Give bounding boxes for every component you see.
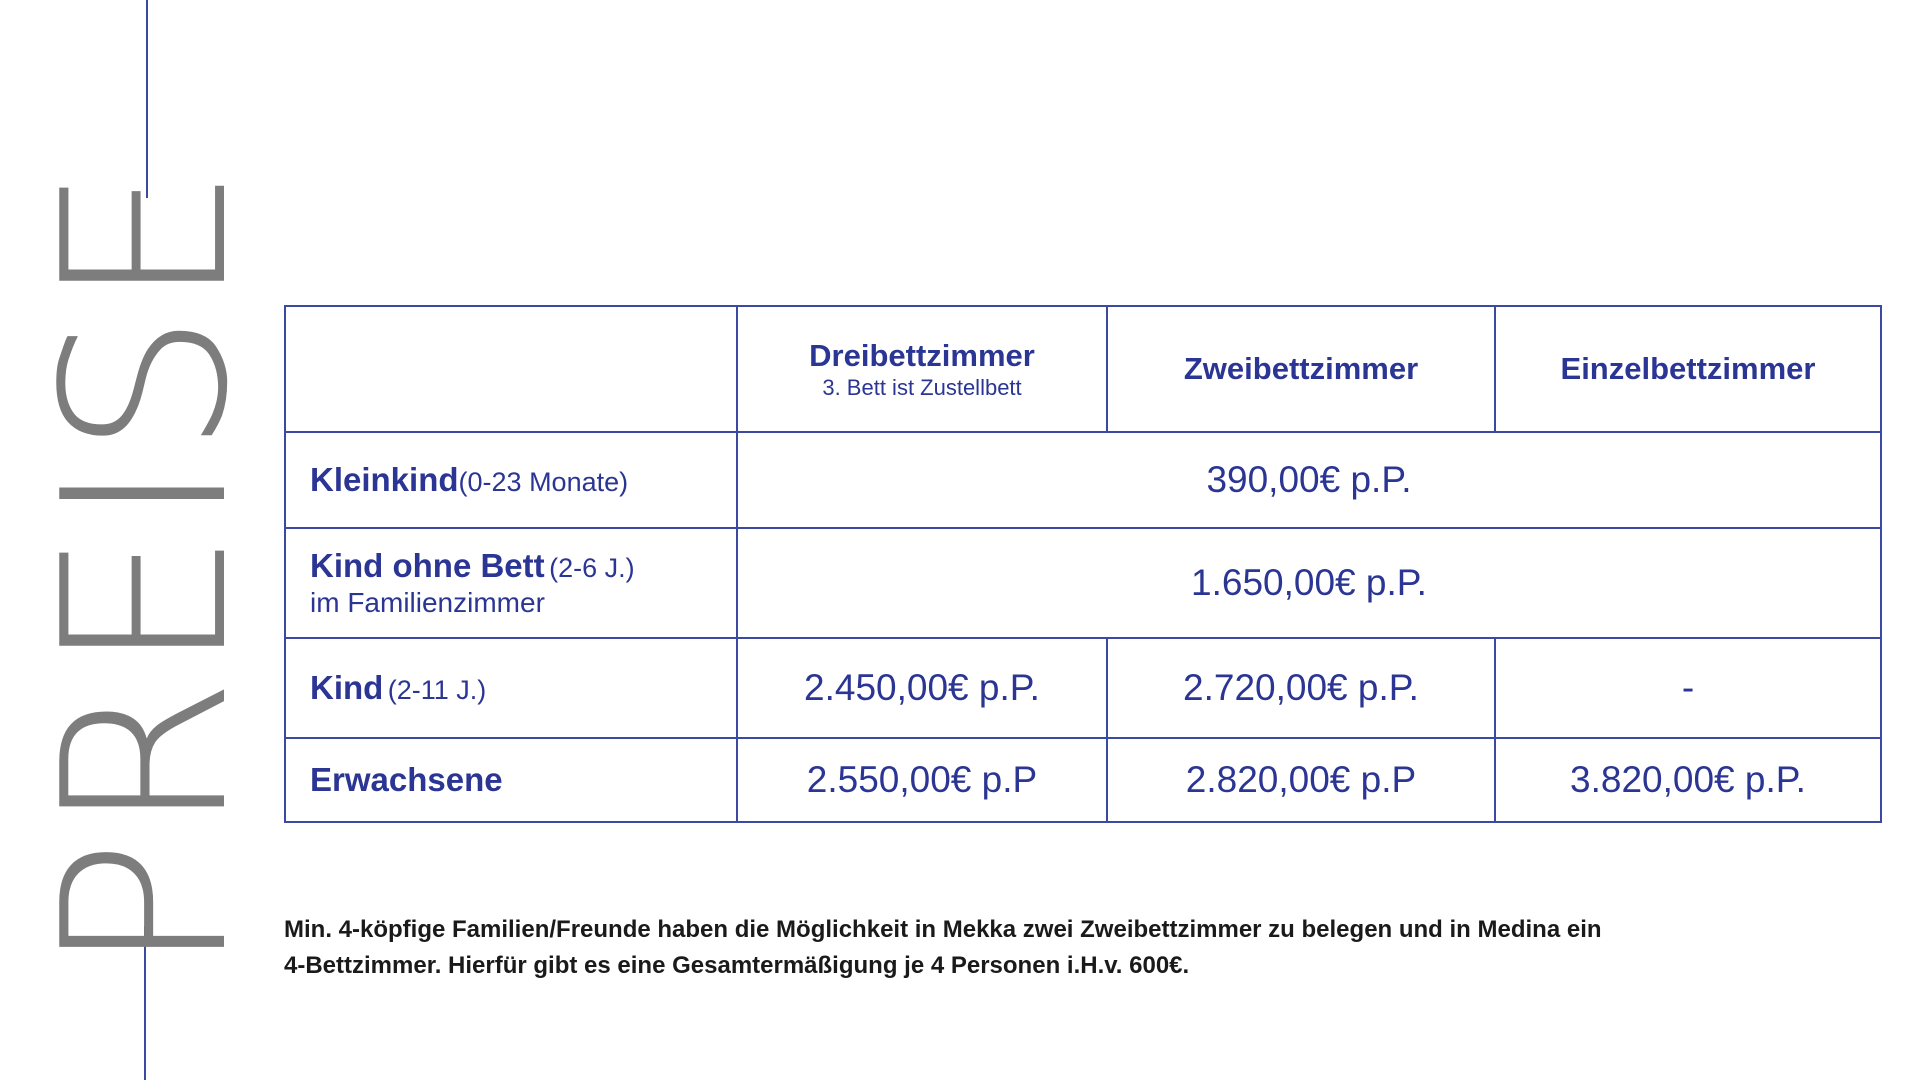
page-title: PREISE	[15, 161, 278, 975]
table-row	[285, 638, 1881, 738]
row-label-erwachsene	[285, 738, 737, 822]
header-dreibettzimmer	[737, 306, 1107, 432]
price-cell-zweibett: 2.720,00€ p.P.	[1107, 638, 1495, 738]
row-label-extra: (0-23 Monate)	[458, 467, 629, 497]
footnote-line-1: Min. 4-köpfige Familien/Freunde haben die Möglichkeit in Mekka zwei Zweibettzimmer zu belegen und in Medina ein	[284, 916, 1602, 943]
price-table	[284, 305, 1882, 823]
header-title: Dreibettzimmer	[809, 338, 1035, 374]
row-label-kind-ohne-bett	[285, 528, 737, 638]
price-cell-dreibett: 2.450,00€ p.P.	[737, 638, 1107, 738]
table-header-row	[285, 306, 1881, 432]
price-cell-all: 390,00€ p.P.	[737, 432, 1881, 528]
row-label-extra: (2-6 J.)	[549, 553, 635, 583]
price-cell-einzelbett: -	[1495, 638, 1881, 738]
header-einzelbettzimmer	[1495, 306, 1881, 432]
footnote-line-2: 4-Bettzimmer. Hierfür gibt es eine Gesamtermäßigung je 4 Personen i.H.v. 600€.	[284, 952, 1190, 979]
price-cell-dreibett: 2.550,00€ p.P	[737, 738, 1107, 822]
table-row	[285, 432, 1881, 528]
row-label-kind	[285, 638, 737, 738]
row-label-extra: (2-11 J.)	[387, 675, 487, 705]
header-subtitle: 3. Bett ist Zustellbett	[822, 374, 1022, 400]
price-cell-zweibett: 2.820,00€ p.P	[1107, 738, 1495, 822]
header-title: Zweibettzimmer	[1183, 351, 1419, 387]
price-cell-all: 1.650,00€ p.P.	[737, 528, 1881, 638]
table-row	[285, 738, 1881, 822]
row-label-main: Kleinkind	[310, 461, 459, 498]
price-cell-einzelbett: 3.820,00€ p.P.	[1495, 738, 1881, 822]
row-label-main: Kind	[310, 669, 384, 706]
header-title: Einzelbettzimmer	[1560, 351, 1816, 387]
row-label-main: Kind ohne Bett	[310, 547, 545, 584]
row-label-kleinkind	[285, 432, 737, 528]
row-label-line2: im Familienzimmer	[310, 587, 545, 618]
header-zweibettzimmer	[1107, 306, 1495, 432]
row-label-main: Erwachsene	[310, 761, 503, 798]
header-empty-cell	[285, 306, 737, 432]
table-row	[285, 528, 1881, 638]
footnote	[284, 912, 1784, 984]
